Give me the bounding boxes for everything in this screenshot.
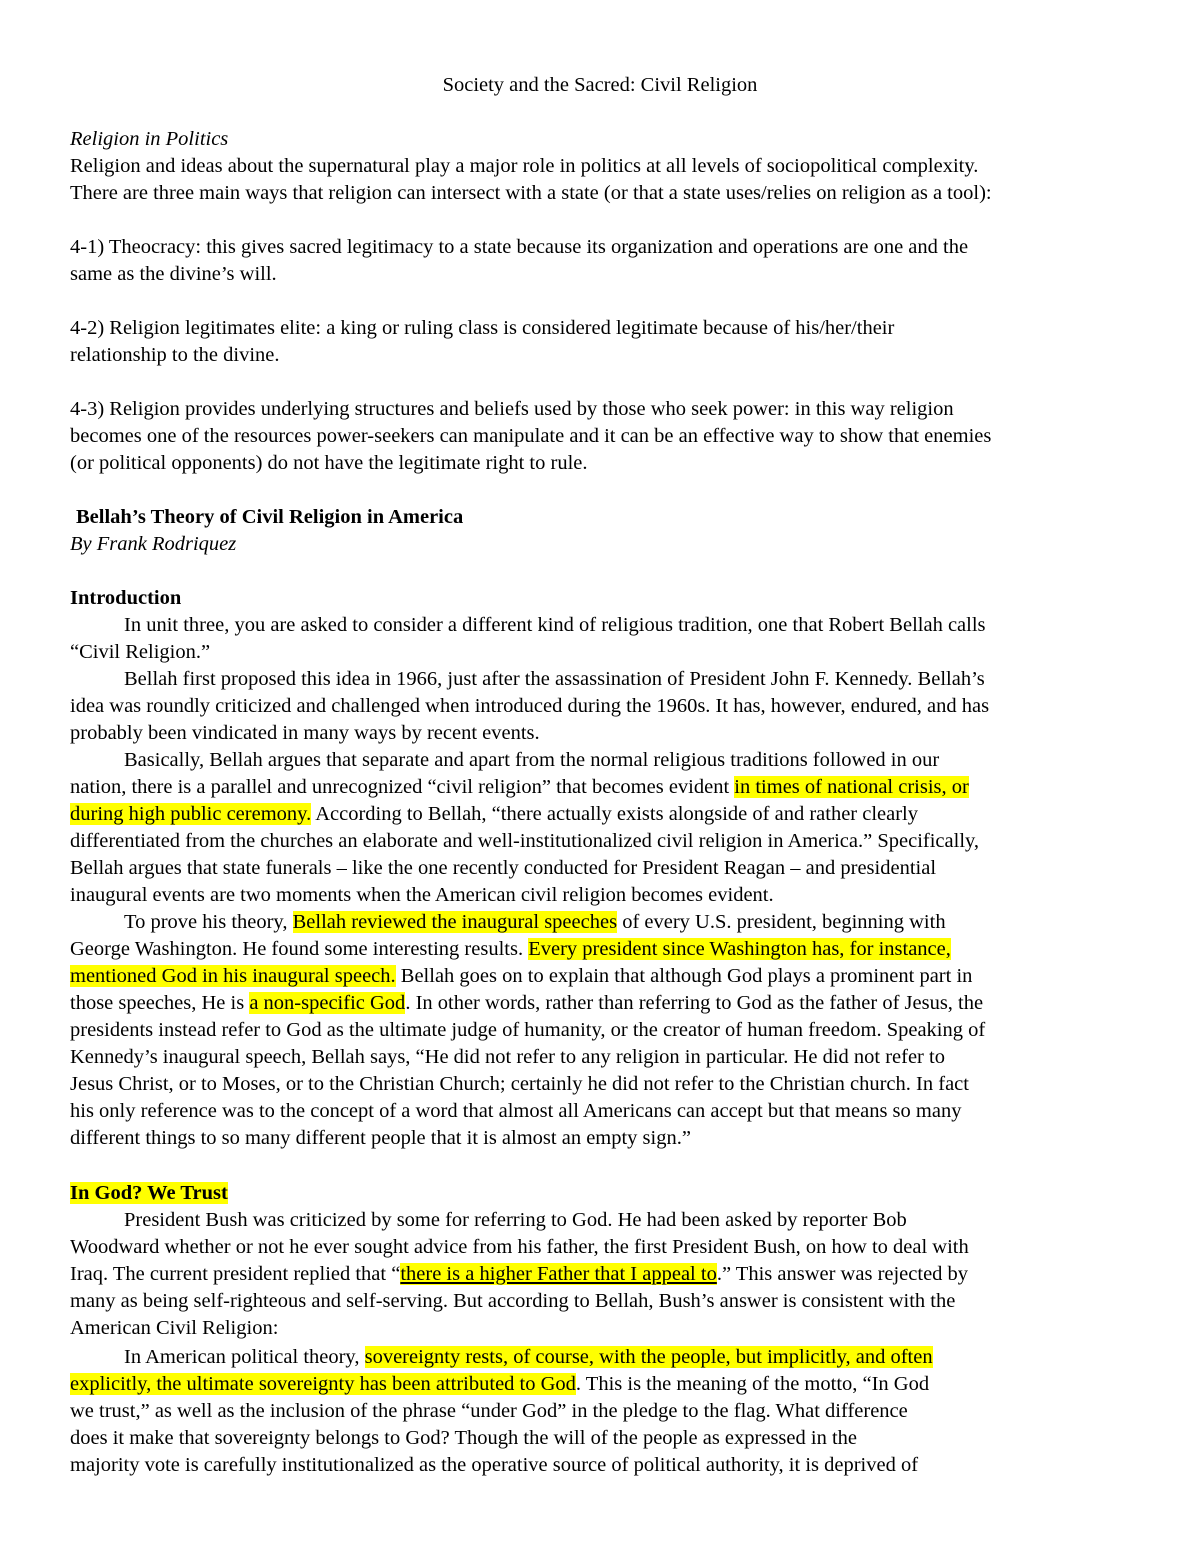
paragraph-line: George Washington. He found some interesting results. Every president since Washington has, for instance, bbox=[70, 938, 951, 960]
paragraph-line: different things to so many different people that it is almost an empty sign.” bbox=[70, 1127, 691, 1149]
block-quote-line: majority vote is carefully institutionalized as the operative source of political authority, it is deprived of bbox=[70, 1454, 919, 1476]
list-item-power-cont: (or political opponents) do not have the legitimate right to rule. bbox=[70, 452, 588, 474]
paragraph-line: Woodward whether or not he ever sought advice from his father, the first President Bush, on how to deal with bbox=[70, 1236, 969, 1258]
list-item-theocracy-cont: same as the divine’s will. bbox=[70, 263, 277, 285]
article-title: Bellah’s Theory of Civil Religion in America bbox=[76, 506, 464, 528]
list-item-elite: 4-2) Religion legitimates elite: a king or ruling class is considered legitimate because of his/her/their bbox=[70, 317, 895, 339]
highlighted-text: in times of national crisis, or bbox=[734, 776, 969, 798]
block-quote-line: explicitly, the ultimate sovereignty has been attributed to God. This is the meaning of the motto, “In God bbox=[70, 1373, 930, 1395]
list-item-power-cont: becomes one of the resources power-seekers can manipulate and it can be an effective way to show that enemies bbox=[70, 425, 992, 447]
block-quote-line: we trust,” as well as the inclusion of the phrase “under God” in the pledge to the flag. What difference bbox=[70, 1400, 908, 1422]
paragraph-line: idea was roundly criticized and challenged when introduced during the 1960s. It has, however, endured, and has bbox=[70, 695, 990, 717]
highlighted-text: Every president since Washington has, for instance, bbox=[528, 938, 951, 960]
highlighted-text: mentioned God in his inaugural speech. bbox=[70, 965, 396, 987]
paragraph-line: differentiated from the churches an elaborate and well-institutionalized civil religion in America.” Specifically, bbox=[70, 830, 980, 852]
paragraph-line: many as being self-righteous and self-serving. But according to Bellah, Bush’s answer is consistent with the bbox=[70, 1290, 956, 1312]
paragraph-line: Iraq. The current president replied that “there is a higher Father that I appeal to.” This answer was rejected by bbox=[70, 1263, 969, 1285]
section-heading-religion-in-politics: Religion in Politics bbox=[70, 128, 229, 150]
article-byline: By Frank Rodriquez bbox=[70, 533, 237, 555]
paragraph-line: nation, there is a parallel and unrecognized “civil religion” that becomes evident in times of national crisis, or bbox=[70, 776, 969, 798]
paragraph-line: To prove his theory, Bellah reviewed the inaugural speeches of every U.S. president, beginning with bbox=[124, 911, 946, 933]
paragraph-line: presidents instead refer to God as the ultimate judge of humanity, or the creator of human freedom. Speaking of bbox=[70, 1019, 986, 1041]
block-quote-line: In American political theory, sovereignty rests, of course, with the people, but implicitly, and often bbox=[124, 1346, 933, 1368]
list-item-elite-cont: relationship to the divine. bbox=[70, 344, 280, 366]
paragraph-line: inaugural events are two moments when the American civil religion becomes evident. bbox=[70, 884, 774, 906]
paragraph-line: Bellah argues that state funerals – like the one recently conducted for President Reagan – and presidential bbox=[70, 857, 937, 879]
list-item-power: 4-3) Religion provides underlying structures and beliefs used by those who seek power: in this way religion bbox=[70, 398, 954, 420]
highlighted-text: during high public ceremony. bbox=[70, 803, 312, 825]
paragraph-line: President Bush was criticized by some for referring to God. He had been asked by reporter Bob bbox=[124, 1209, 907, 1231]
highlighted-text: Bellah reviewed the inaugural speeches bbox=[292, 911, 618, 933]
paragraph-line: mentioned God in his inaugural speech. Bellah goes on to explain that although God plays a prominent part in bbox=[70, 965, 973, 987]
highlighted-text: sovereignty rests, of course, with the people, but implicitly, and often bbox=[364, 1346, 933, 1368]
document-title: Society and the Sacred: Civil Religion bbox=[442, 74, 758, 96]
list-item-theocracy: 4-1) Theocracy: this gives sacred legitimacy to a state because its organization and operations are one and the bbox=[70, 236, 969, 258]
intro-line: There are three main ways that religion can intersect with a state (or that a state uses/relies on religion as a tool): bbox=[70, 182, 992, 204]
paragraph-line: those speeches, He is a non-specific God. In other words, rather than referring to God as the father of Jesus, the bbox=[70, 992, 984, 1014]
highlighted-text: explicitly, the ultimate sovereignty has been attributed to God bbox=[70, 1373, 576, 1395]
intro-line: Religion and ideas about the supernatural play a major role in politics at all levels of sociopolitical complexity. bbox=[70, 155, 979, 177]
paragraph-line: Kennedy’s inaugural speech, Bellah says, “He did not refer to any religion in particular. He did not refer to bbox=[70, 1046, 945, 1068]
paragraph-line: In unit three, you are asked to consider a different kind of religious tradition, one that Robert Bellah calls bbox=[124, 614, 986, 636]
paragraph-line: his only reference was to the concept of a word that almost all Americans can accept but that means so many bbox=[70, 1100, 962, 1122]
paragraph-line: probably been vindicated in many ways by recent events. bbox=[70, 722, 540, 744]
trust-heading: In God? We Trust bbox=[70, 1182, 228, 1204]
paragraph-line: American Civil Religion: bbox=[70, 1317, 279, 1339]
paragraph-line: “Civil Religion.” bbox=[70, 641, 211, 663]
paragraph-line: during high public ceremony. According to Bellah, “there actually exists alongside of and rather clearly bbox=[70, 803, 919, 825]
block-quote-line: does it make that sovereignty belongs to God? Though the will of the people as expressed in the bbox=[70, 1427, 857, 1449]
highlighted-text: a non-specific God bbox=[249, 992, 406, 1014]
paragraph-line: Basically, Bellah argues that separate and apart from the normal religious traditions followed in our bbox=[124, 749, 940, 771]
highlighted-quote: there is a higher Father that I appeal to bbox=[400, 1263, 717, 1285]
paragraph-line: Bellah first proposed this idea in 1966, just after the assassination of President John F. Kennedy. Bellah’s bbox=[124, 668, 985, 690]
paragraph-line: Jesus Christ, or to Moses, or to the Christian Church; certainly he did not refer to the Christian church. In fact bbox=[70, 1073, 969, 1095]
introduction-heading: Introduction bbox=[70, 587, 182, 609]
